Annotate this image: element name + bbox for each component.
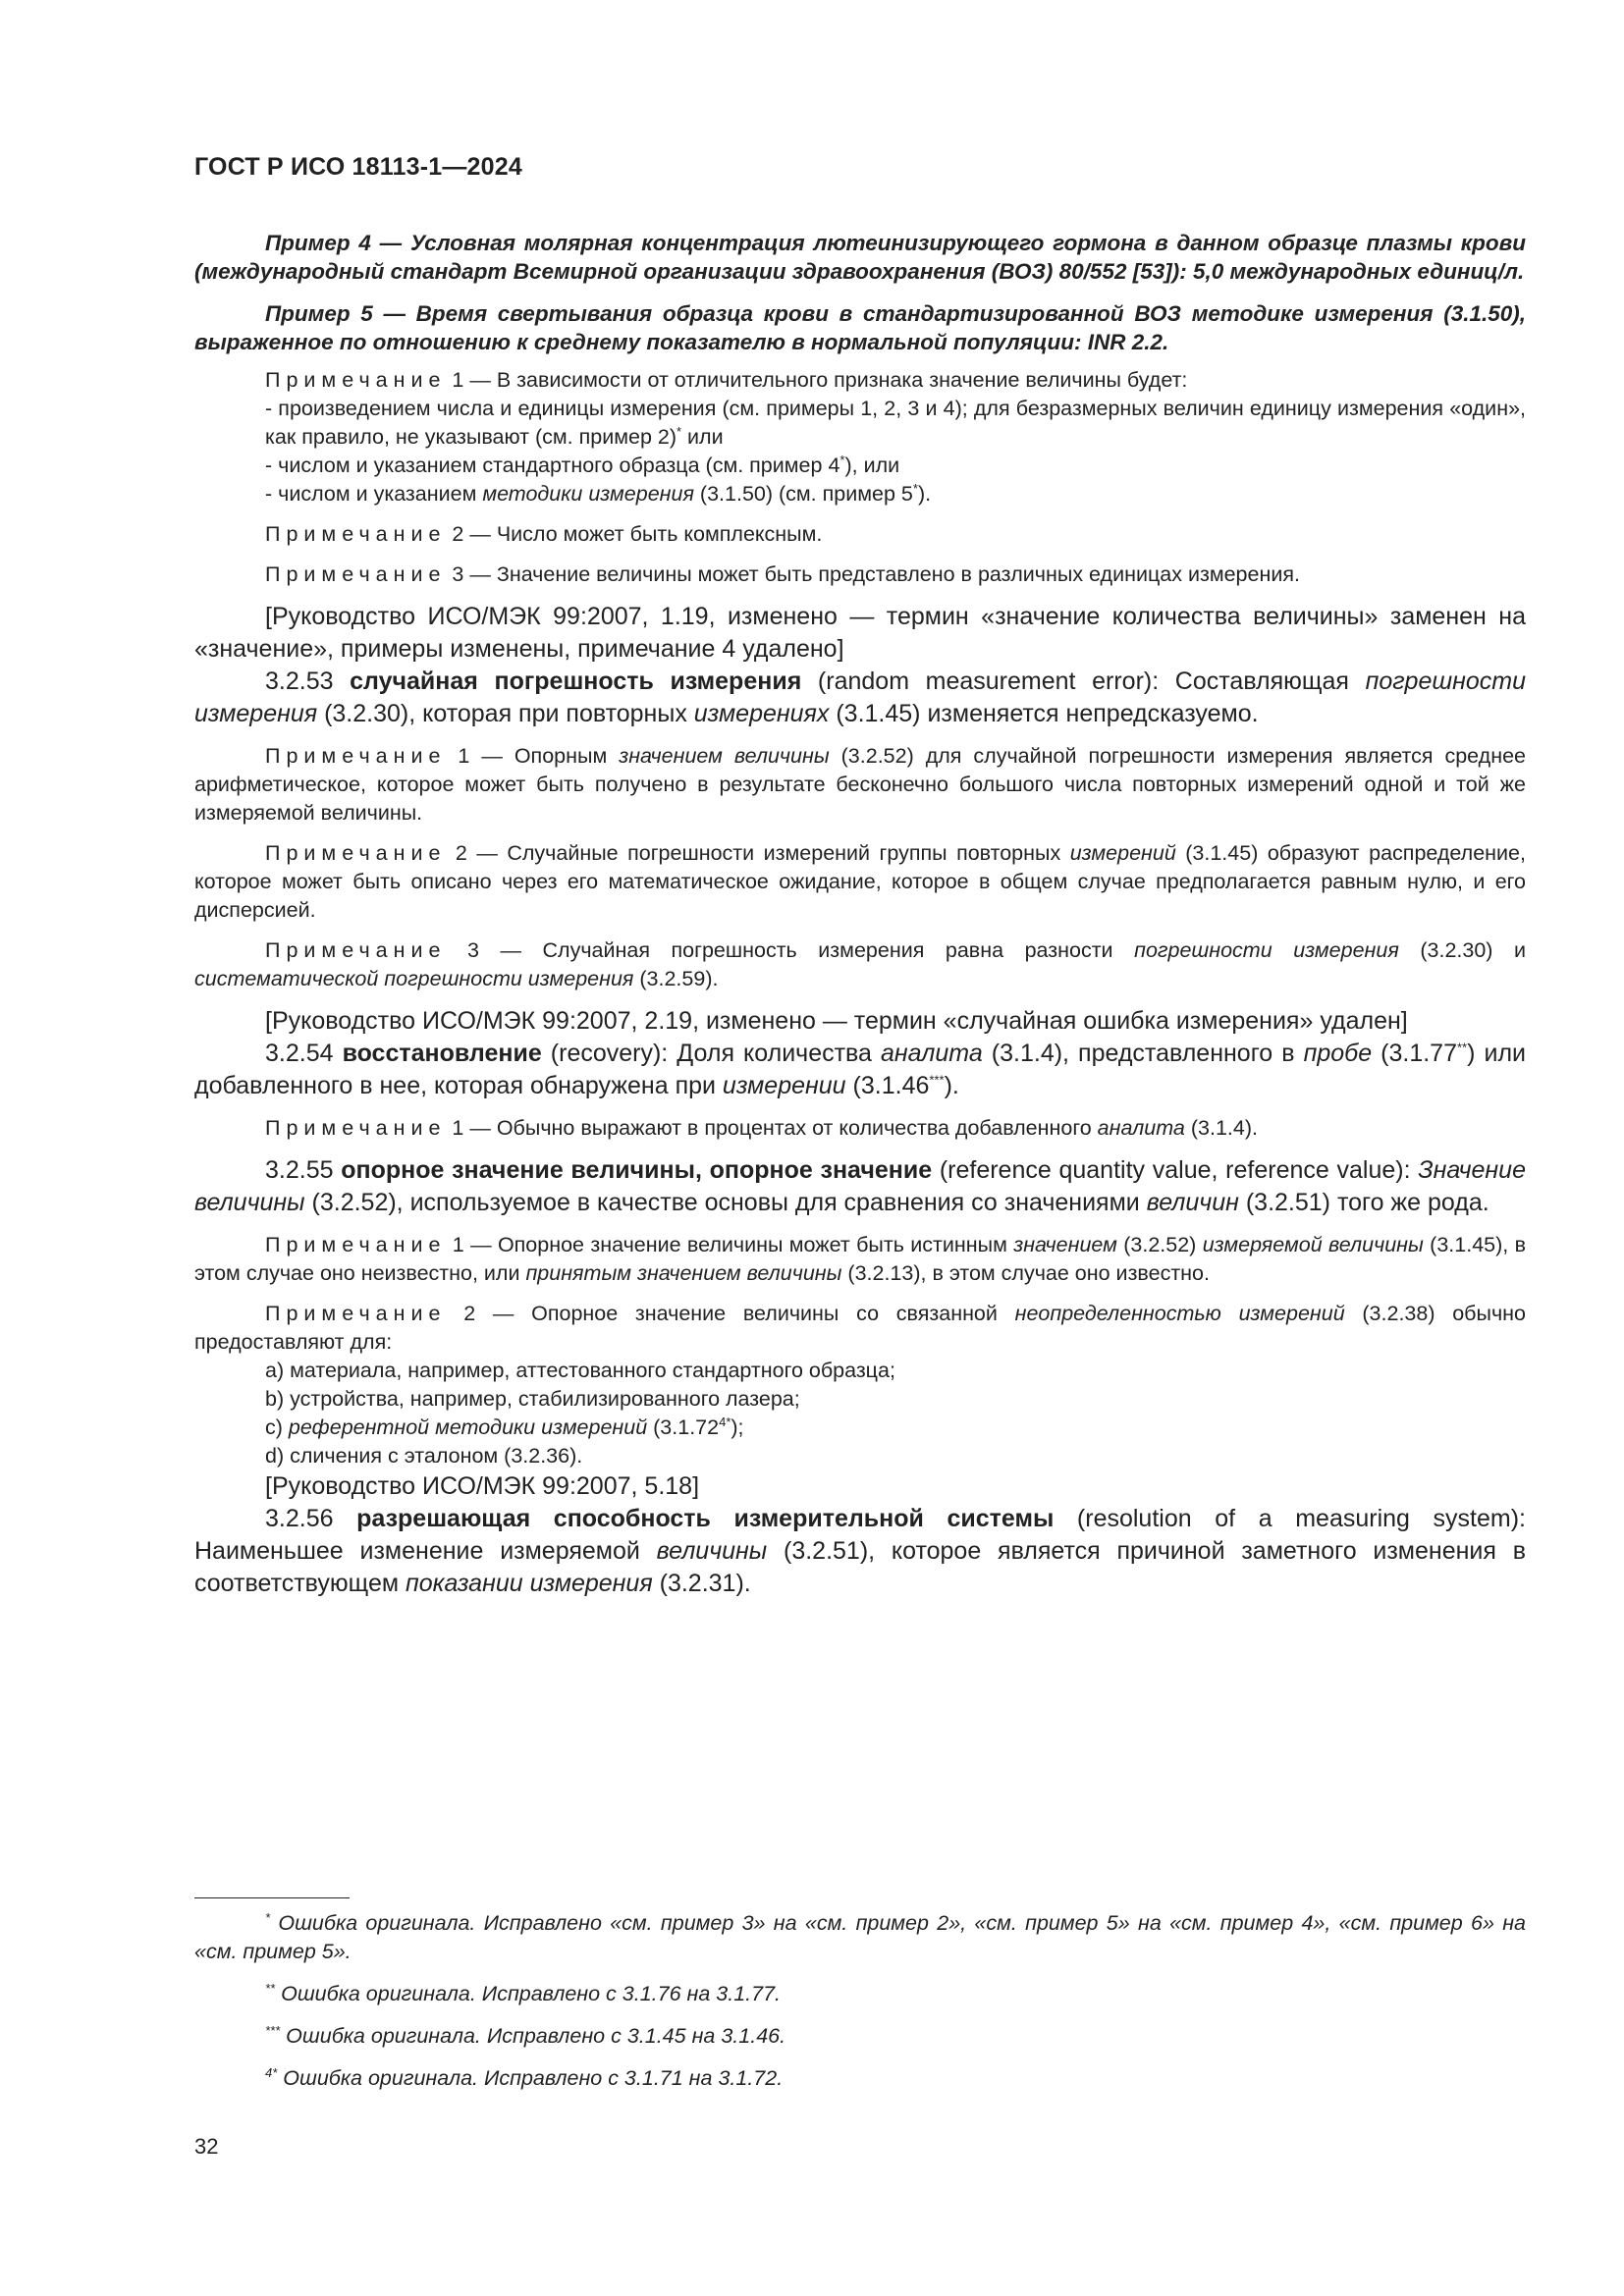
note-1-bullet-2: - числом и указанием стандартного образца (см. пример 4*), или: [265, 452, 900, 477]
reference-1-19: [Руководство ИСО/МЭК 99:2007, 1.19, изменено — термин «значение количества величины» заменен на «значение», примеры изменены, примечание 4 удалено]: [194, 603, 1526, 663]
main-text: [194, 229, 1526, 1600]
note-1-heading: Примечание 1 — В зависимости от отличительного признака значение величины будет:: [265, 368, 1188, 392]
footnote-4: $^{4*}$ Ошибка оригинала. Исправлено с 3.1.71 на 3.1.72.: [265, 2064, 784, 2090]
note-3-2-55-2: Примечание 2 — Опорное значение величины со связанной неопределенностью измерений (3.2.38) обычно предоставляют для:: [194, 1302, 1526, 1354]
reference-5-18: [Руководство ИСО/МЭК 99:2007, 5.18]: [265, 1472, 700, 1500]
footnote-2: ** Ошибка оригинала. Исправлено с 3.1.76 на 3.1.77.: [265, 1980, 782, 2005]
example-5: Пример 5 — Время свертывания образца крови в стандартизированной ВОЗ методике измерения (3.1.50), выраженное по отношению к среднему показателю в нормальной популяции: INR 2.2.: [194, 301, 1526, 354]
note-3-2-53-2: Примечание 2 — Случайные погрешности измерений группы повторных измерений (3.1.45) образуют распределение, которое может быть описано через его математическое ожидание, которое в общем случае предполагается равным нулю, и его дисперсией.: [194, 841, 1526, 922]
note-3: Примечание 3 — Значение величины может быть представлено в различных единицах измерения.: [265, 562, 1300, 586]
list-item-c: c) референтной методики измерений $(3.1.72^{4*})$;: [265, 1414, 744, 1439]
note-2: Примечание 2 — Число может быть комплексным.: [265, 522, 823, 546]
document-header: ГОСТ Р ИСО 18113-1—2024: [194, 153, 522, 181]
list-item-b: b) устройства, например, стабилизированного лазера;: [265, 1387, 800, 1411]
list-item-a: a) материала, например, аттестованного стандартного образца;: [265, 1359, 895, 1382]
note-3-2-53-1: Примечание 1 — Опорным значением величины (3.2.52) для случайной погрешности измерения является среднее арифметическое, которое может быть получено в результате бесконечно большого числа повторных измерений одной и той же измеряемой величины.: [194, 744, 1526, 825]
footnote-1: * Ошибка оригинала. Исправлено «см. пример 3» на «см. пример 2», «см. пример 5» на «см. пример 4», «см. пример 6» на «см. пример 5».: [194, 1909, 1526, 1963]
list-item-d: d) сличения с эталоном (3.2.36).: [265, 1444, 583, 1468]
reference-2-19: [Руководство ИСО/МЭК 99:2007, 2.19, изменено — термин «случайная ошибка измерения» удален]: [265, 1007, 1408, 1035]
term-3-2-56: 3.2.56 разрешающая способность измерительной системы (resolution of a measuring system): Наименьшее изменение измеряемой величины (3.2.51), которое является причиной заметного изменения в соответствующем показании измерения (3.2.31).: [194, 1505, 1526, 1597]
footnote-divider: [194, 1897, 350, 1898]
footnotes: [194, 1909, 1526, 2093]
page-number: 32: [194, 2134, 219, 2159]
note-1-bullet-3: - числом и указанием методики измерения (3.1.50) (см. пример 5*).: [265, 480, 932, 506]
example-4: Пример 4 — Условная молярная концентрация лютеинизирующего гормона в данном образце плазмы крови (международный стандарт Всемирной организации здравоохранения (ВОЗ) 80/552 [53]): 5,0 международных единиц/л.: [194, 231, 1526, 284]
note-3-2-54-1: Примечание 1 — Обычно выражают в процентах от количества добавленного аналита (3.1.4).: [265, 1116, 1258, 1140]
footnote-3: *** Ошибка оригинала. Исправлено с 3.1.45 на 3.1.46.: [265, 2022, 786, 2048]
note-3-2-53-3: Примечание 3 — Случайная погрешность измерения равна разности погрешности измерения (3.2.30) и систематической погрешности измерения (3.2.59).: [194, 938, 1526, 990]
note-1-bullet-1: - произведением числа и единицы измерения (см. примеры 1, 2, 3 и 4); для безразмерных величин единицу измерения «один», как правило, не указывают (см. пример 2)* или: [265, 397, 1526, 449]
term-3-2-55: 3.2.55 опорное значение величины, опорное значение (reference quantity value, reference value): Значение величины (3.2.52), используемое в качестве основы для сравнения со значениями величин (3.2.51) того же рода.: [194, 1156, 1526, 1216]
term-3-2-53: 3.2.53 случайная погрешность измерения (random measurement error): Составляющая погрешности измерения (3.2.30), которая при повторных измерениях (3.1.45) изменяется непредсказуемо.: [194, 667, 1527, 727]
term-3-2-54: 3.2.54 восстановление (recovery): Доля количества аналита (3.1.4), представленного в пробе (3.1.77**) или добавленного в нее, которая обнаружена при измерении (3.1.46***).: [194, 1040, 1526, 1099]
note-3-2-55-1: Примечание 1 — Опорное значение величины может быть истинным значением (3.2.52) измеряемой величины (3.1.45), в этом случае оно неизвестно, или принятым значением величины (3.2.13), в этом случае оно известно.: [194, 1233, 1527, 1285]
